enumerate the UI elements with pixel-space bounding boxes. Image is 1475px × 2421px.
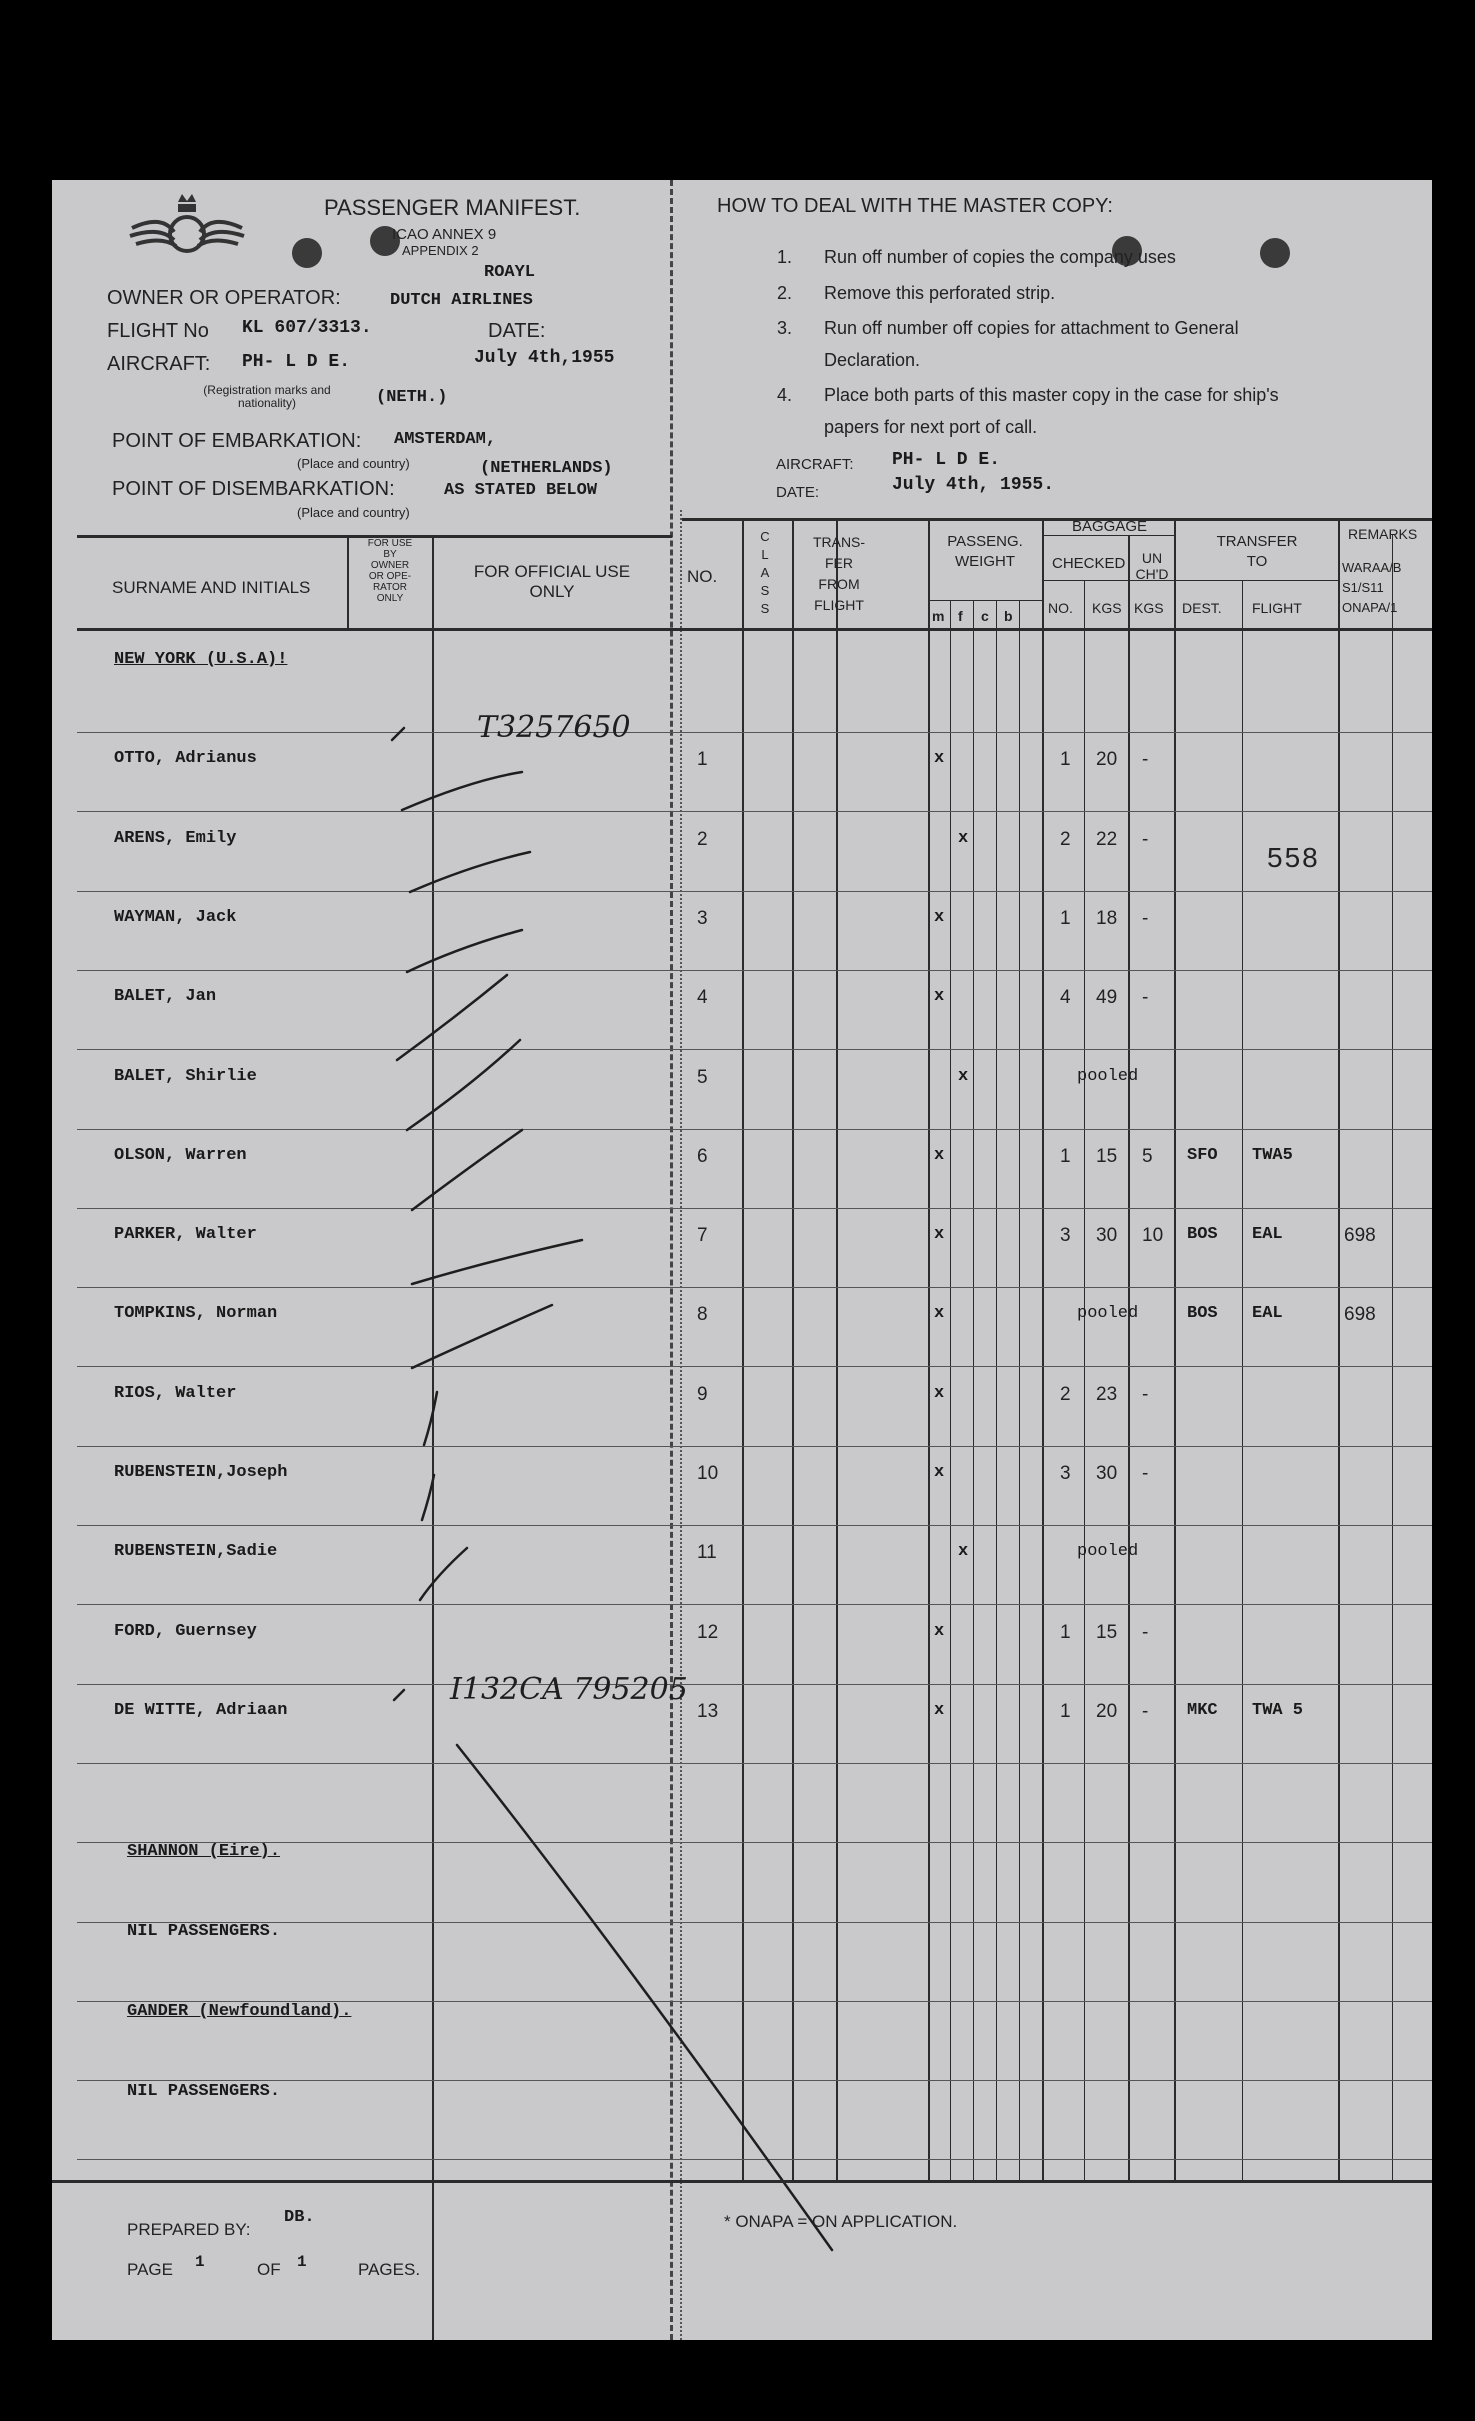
official-note-row13: I132CA 795205 xyxy=(450,1672,688,1707)
passenger-name: BALET, Shirlie xyxy=(114,1067,257,1086)
unchecked-kgs: - xyxy=(1142,1622,1149,1643)
baggage-no: 3 xyxy=(1060,1225,1071,1246)
prepared-label: PREPARED BY: xyxy=(127,2220,251,2239)
instruction-1-num: 1. xyxy=(777,247,793,267)
baggage-kgs: 30 xyxy=(1096,1225,1118,1246)
right-date-label: DATE: xyxy=(776,484,820,501)
rule xyxy=(52,2180,1432,2183)
weight-sub-f: f xyxy=(958,608,963,624)
pages-label: PAGES. xyxy=(358,2260,421,2279)
baggage-kgs: 23 xyxy=(1096,1384,1118,1405)
disembarkation-value: AS STATED BELOW xyxy=(444,481,598,500)
col-baggage: BAGGAGE xyxy=(1072,518,1148,535)
passenger-name: PARKER, Walter xyxy=(114,1225,257,1244)
weight-mark: x xyxy=(934,1304,945,1323)
instruction-3-text: Run off number off copies for attachment to General xyxy=(824,318,1239,338)
instruction-4-num: 4. xyxy=(777,385,793,405)
date-value: July 4th,1955 xyxy=(474,348,615,368)
col-class: C L A S S xyxy=(760,529,770,616)
baggage-sub-unkgs: KGS xyxy=(1134,600,1164,616)
right-date-value: July 4th, 1955. xyxy=(892,475,1055,495)
transfer-dest: BOS xyxy=(1187,1225,1218,1244)
section-shannon: SHANNON (Eire). xyxy=(127,1842,281,1861)
passenger-name: OLSON, Warren xyxy=(114,1146,247,1165)
onapa-note: * ONAPA = ON APPLICATION. xyxy=(724,2212,958,2231)
passenger-name: RUBENSTEIN,Sadie xyxy=(114,1542,278,1561)
disembarkation-label: POINT OF DISEMBARKATION: xyxy=(112,478,395,500)
passenger-name: TOMPKINS, Norman xyxy=(114,1304,278,1323)
embarkation-country: (NETHERLANDS) xyxy=(480,459,613,478)
page-label: PAGE xyxy=(127,2260,173,2279)
baggage-no: 1 xyxy=(1060,749,1071,770)
of-value: 1 xyxy=(297,2253,307,2271)
passenger-no: 12 xyxy=(697,1622,719,1643)
instruction-3-num: 3. xyxy=(777,318,793,338)
right-aircraft-label: AIRCRAFT: xyxy=(776,456,854,473)
weight-mark: x xyxy=(958,1542,969,1561)
baggage-no: 4 xyxy=(1060,987,1071,1008)
passenger-no: 2 xyxy=(697,829,708,850)
passenger-name: WAYMAN, Jack xyxy=(114,908,237,927)
unchecked-kgs: - xyxy=(1142,987,1149,1008)
col-remarks: REMARKS xyxy=(1348,526,1418,542)
embarkation-value: AMSTERDAM, xyxy=(394,430,497,449)
right-aircraft-value: PH- L D E. xyxy=(892,450,1001,470)
col-passeng-weight: PASSENG. WEIGHT xyxy=(947,533,1023,570)
instruction-4-cont: papers for next port of call. xyxy=(824,417,1038,437)
owner-value-line2: DUTCH AIRLINES xyxy=(390,291,533,310)
baggage-no: 2 xyxy=(1060,1384,1071,1405)
remarks-sub-3: ONAPA/1 xyxy=(1342,600,1398,615)
col-transfer-to: TRANSFER TO xyxy=(1216,533,1298,570)
unchecked-kgs: - xyxy=(1142,908,1149,929)
baggage-kgs: 49 xyxy=(1096,987,1118,1008)
transfer-flight: TWA5 xyxy=(1252,1146,1293,1165)
manifest-title: PASSENGER MANIFEST. xyxy=(324,195,581,220)
instruction-4-text: Place both parts of this master copy in the case for ship's xyxy=(824,385,1279,405)
baggage-kgs: 15 xyxy=(1096,1146,1118,1167)
disembarkation-note: (Place and country) xyxy=(297,505,410,520)
weight-mark: x xyxy=(934,1146,945,1165)
baggage-no: 1 xyxy=(1060,1622,1071,1643)
weight-mark: x xyxy=(934,1225,945,1244)
unchecked-kgs: - xyxy=(1142,749,1149,770)
baggage-no: 1 xyxy=(1060,908,1071,929)
weight-mark: x xyxy=(934,1384,945,1403)
baggage-pooled: pooled xyxy=(1077,1304,1139,1323)
weight-sub-c: c xyxy=(981,608,989,624)
embarkation-note: (Place and country) xyxy=(297,456,410,471)
section-new-york: NEW YORK (U.S.A)! xyxy=(114,650,288,669)
transfer-dest: SFO xyxy=(1187,1146,1218,1165)
passenger-name: DE WITTE, Adriaan xyxy=(114,1701,288,1720)
passenger-name: ARENS, Emily xyxy=(114,829,237,848)
registration-note: (Registration marks and nationality) xyxy=(203,383,331,410)
weight-mark: x xyxy=(958,829,969,848)
baggage-no: 1 xyxy=(1060,1146,1071,1167)
transfer-sub-dest: DEST. xyxy=(1182,600,1222,616)
page-value: 1 xyxy=(195,2253,205,2271)
remarks-value: 698 xyxy=(1344,1225,1376,1246)
official-note-row1: T3257650 xyxy=(477,710,631,745)
instruction-2-text: Remove this perforated strip. xyxy=(824,283,1056,303)
instructions-title: HOW TO DEAL WITH THE MASTER COPY: xyxy=(717,195,1113,217)
baggage-kgs: 20 xyxy=(1096,1701,1118,1722)
baggage-kgs: 18 xyxy=(1096,908,1118,929)
date-label: DATE: xyxy=(488,320,546,342)
baggage-no: 3 xyxy=(1060,1463,1071,1484)
weight-mark: x xyxy=(934,1463,945,1482)
transfer-flight: TWA 5 xyxy=(1252,1701,1304,1720)
weight-mark: x xyxy=(958,1067,969,1086)
transfer-sub-flight: FLIGHT xyxy=(1252,600,1302,616)
aircraft-label: AIRCRAFT: xyxy=(107,353,211,375)
flight-label: FLIGHT No xyxy=(107,320,209,342)
transfer-dest: MKC xyxy=(1187,1701,1218,1720)
transfer-flight: EAL xyxy=(1252,1225,1283,1244)
col-owner-use: FOR USE BY OWNER OR OPE- RATOR ONLY xyxy=(367,538,413,604)
passenger-no: 13 xyxy=(697,1701,719,1722)
col-transfer-from: TRANS- FER FROM FLIGHT xyxy=(812,534,866,613)
passenger-name: RUBENSTEIN,Joseph xyxy=(114,1463,288,1482)
transfer-dest: BOS xyxy=(1187,1304,1218,1323)
weight-sub-m: m xyxy=(932,608,945,624)
passenger-no: 7 xyxy=(697,1225,708,1246)
baggage-pooled: pooled xyxy=(1077,1067,1139,1086)
passenger-no: 3 xyxy=(697,908,708,929)
unchecked-kgs: - xyxy=(1142,1384,1149,1405)
col-surname: SURNAME AND INITIALS xyxy=(112,578,311,597)
baggage-kgs: 30 xyxy=(1096,1463,1118,1484)
section-gander: GANDER (Newfoundland). xyxy=(127,2002,352,2021)
section-nil-1: NIL PASSENGERS. xyxy=(127,1922,281,1941)
weight-mark: x xyxy=(934,987,945,1006)
prepared-value: DB. xyxy=(284,2208,315,2227)
instruction-3-cont: Declaration. xyxy=(824,350,921,370)
weight-mark: x xyxy=(934,1701,945,1720)
owner-label: OWNER OR OPERATOR: xyxy=(107,287,341,309)
baggage-kgs: 20 xyxy=(1096,749,1118,770)
weight-mark: x xyxy=(934,1622,945,1641)
icao-annex: ICAO ANNEX 9 xyxy=(392,226,497,243)
passenger-name: RIOS, Walter xyxy=(114,1384,237,1403)
baggage-no: 2 xyxy=(1060,829,1071,850)
col-unchecked: UN CH'D xyxy=(1135,550,1169,582)
unchecked-kgs: 5 xyxy=(1142,1146,1153,1167)
embarkation-label: POINT OF EMBARKATION: xyxy=(112,430,362,452)
passenger-no: 4 xyxy=(697,987,708,1008)
unchecked-kgs: - xyxy=(1142,829,1149,850)
unchecked-kgs: - xyxy=(1142,1701,1149,1722)
instruction-1-text: Run off number of copies the company uses xyxy=(824,247,1176,267)
passenger-no: 5 xyxy=(697,1067,708,1088)
col-no: NO. xyxy=(687,567,718,586)
passenger-name: BALET, Jan xyxy=(114,987,217,1006)
nationality-value: (NETH.) xyxy=(376,388,448,407)
passenger-no: 11 xyxy=(697,1542,717,1563)
passenger-no: 8 xyxy=(697,1304,708,1325)
aircraft-value: PH- L D E. xyxy=(242,352,351,372)
unchecked-kgs: 10 xyxy=(1142,1225,1164,1246)
stray-number: 558 xyxy=(1267,842,1320,873)
remarks-sub-2: S1/S11 xyxy=(1342,580,1384,595)
passenger-no: 1 xyxy=(697,749,708,770)
owner-value-line1: ROAYL xyxy=(484,263,536,282)
col-checked: CHECKED xyxy=(1052,555,1126,572)
passenger-no: 6 xyxy=(697,1146,708,1167)
weight-mark: x xyxy=(934,749,945,768)
passenger-no: 10 xyxy=(697,1463,719,1484)
baggage-sub-kgs: KGS xyxy=(1092,600,1122,616)
baggage-pooled: pooled xyxy=(1077,1542,1139,1561)
passenger-no: 9 xyxy=(697,1384,708,1405)
baggage-sub-no: NO. xyxy=(1048,600,1073,616)
manifest-document xyxy=(52,180,1432,2340)
instruction-2-num: 2. xyxy=(777,283,793,303)
section-nil-2: NIL PASSENGERS. xyxy=(127,2082,281,2101)
remarks-sub-1: WARAA/B xyxy=(1342,560,1402,575)
baggage-no: 1 xyxy=(1060,1701,1071,1722)
baggage-kgs: 22 xyxy=(1096,829,1118,850)
weight-sub-b: b xyxy=(1004,608,1013,624)
flight-value: KL 607/3313. xyxy=(242,318,372,338)
icao-appendix: APPENDIX 2 xyxy=(402,243,479,258)
col-official-use: FOR OFFICIAL USE ONLY xyxy=(473,562,631,601)
weight-mark: x xyxy=(934,908,945,927)
passenger-name: OTTO, Adrianus xyxy=(114,749,257,768)
passenger-name: FORD, Guernsey xyxy=(114,1622,257,1641)
transfer-flight: EAL xyxy=(1252,1304,1283,1323)
unchecked-kgs: - xyxy=(1142,1463,1149,1484)
of-label: OF xyxy=(257,2260,281,2279)
baggage-kgs: 15 xyxy=(1096,1622,1118,1643)
remarks-value: 698 xyxy=(1344,1304,1376,1325)
